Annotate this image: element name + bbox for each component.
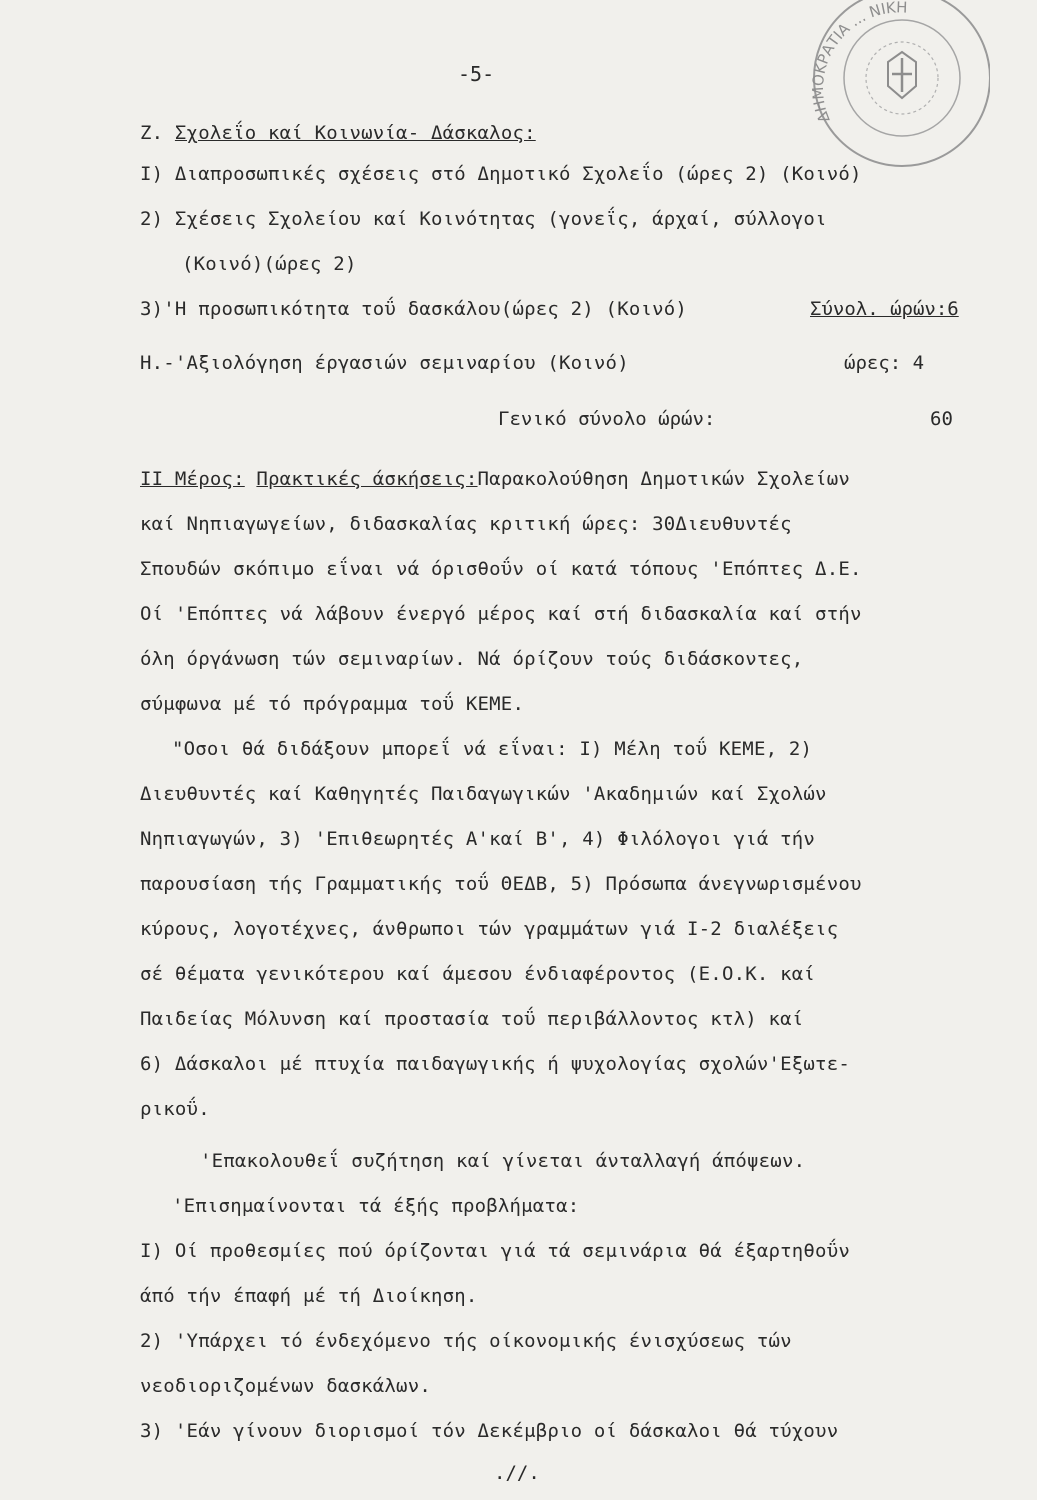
part2-line-6: σύμφωνα μέ τό πρόγραμμα τοΰ ΚΕΜΕ. — [140, 693, 525, 715]
discussion-line-1: 'Επακολουθεΐ συζήτηση καί γίνεται άνταλλαγή άπόψεων. — [200, 1150, 806, 1172]
grand-total-value: 60 — [930, 408, 953, 430]
page-number: -5- — [458, 62, 495, 86]
problem-1b: άπό τήν έπαφή μέ τή Διοίκηση. — [140, 1285, 478, 1307]
svg-text:ΔΗΜΟΚΡΑΤΙΑ ... ΝΙΚΗ — [809, 0, 908, 125]
section-z-item-1: I) Διαπροσωπικές σχέσεις στό Δημοτικό Σχολεΐο (ώρες 2) (Κοινό) — [140, 163, 862, 185]
grand-total-label: Γενικό σύνολο ώρών: — [498, 408, 716, 430]
problem-2b: νεοδιοριζομένων δασκάλων. — [140, 1375, 431, 1397]
part2-heading: Πρακτικές άσκήσεις: — [256, 468, 478, 490]
problem-2a: 2) 'Υπάρχει τό ένδεχόμενο τής οίκονομικής ένισχύσεως τών — [140, 1330, 792, 1352]
continuation-mark: .//. — [494, 1462, 540, 1484]
section-z-item-2a: 2) Σχέσεις Σχολείου καί Κοινότητας (γονεΐς, άρχαί, σύλλογοι — [140, 208, 827, 230]
section-z-title: Σχολεΐο καί Κοινωνία- Δάσκαλος: — [174, 122, 536, 144]
section-z-item-2b: (Κοινό)(ώρες 2) — [182, 253, 357, 275]
section-z-item-3: 3)'Η προσωπικότητα τοΰ δασκάλου(ώρες 2) (Κοινό) — [140, 298, 688, 320]
teachers-line-6: σέ θέματα γενικότερου καί άμεσου ένδιαφέροντος (Ε.Ο.Κ. καί — [140, 963, 816, 985]
section-h-text: Η.-'Αξιολόγηση έργασιών σεμιναρίου (Κοινό) — [140, 352, 629, 374]
discussion-line-2: 'Επισημαίνονται τά έξής προβλήματα: — [172, 1195, 580, 1217]
part2-line-1 — [140, 468, 850, 490]
section-z-heading — [140, 122, 536, 144]
official-seal-stamp — [800, 0, 990, 175]
part2-label: ΙΙ Μέρος: — [140, 468, 245, 490]
part2-line-4: Οί 'Επόπτες νά λάβουν ένεργό μέρος καί στή διδασκαλία καί στήν — [140, 603, 862, 625]
teachers-line-8: 6) Δάσκαλοι μέ πτυχία παιδαγωγικής ή ψυχολογίας σχολών'Εξωτε- — [140, 1053, 850, 1075]
problem-3: 3) 'Εάν γίνουν διορισμοί τόν Δεκέμβριο οί δάσκαλοι θά τύχουν — [140, 1420, 839, 1442]
section-z-label: Z. — [140, 122, 164, 144]
part2-line-3: Σπουδών σκόπιμο εΐναι νά όρισθοΰν οί κατά τόπους 'Επόπτες Δ.Ε. — [140, 558, 862, 580]
problem-1a: Ι) Οί προθεσμίες πού όρίζονται γιά τά σεμινάρια θά έξαρτηθοΰν — [140, 1240, 850, 1262]
part2-line-5: όλη όργάνωση τών σεμιναρίων. Νά όρίζουν τούς διδάσκοντες, — [140, 648, 804, 670]
section-z-subtotal: Σύνολ. ώρών:6 — [810, 298, 959, 320]
part2-line-2: καί Νηπιαγωγείων, διδασκαλίας κριτική ώρες: 30Διευθυντές — [140, 513, 792, 535]
teachers-line-4: παρουσίαση τής Γραμματικής τοΰ ΘΕΔΒ, 5) Πρόσωπα άνεγνωρισμένου — [140, 873, 862, 895]
teachers-line-1: "Οσοι θά διδάξουν μπορεΐ νά εΐναι: Ι) Μέλη τοΰ ΚΕΜΕ, 2) — [172, 738, 813, 760]
teachers-line-3: Νηπιαγωγών, 3) 'Επιθεωρητές Α'καί Β', 4) Φιλόλογοι γιά τήν — [140, 828, 816, 850]
teachers-line-2: Διευθυντές καί Καθηγητές Παιδαγωγικών 'Ακαδημιών καί Σχολών — [140, 783, 827, 805]
seal-text: ΔΗΜΟΚΡΑΤΙΑ ... ΝΙΚΗ — [808, 0, 908, 126]
teachers-line-7: Παιδείας Μόλυνση καί προστασία τοΰ περιβάλλοντος κτλ) καί — [140, 1008, 804, 1030]
teachers-line-9: ρικοΰ. — [140, 1098, 210, 1120]
part2-rest: Παρακολούθηση Δημοτικών Σχολείων — [477, 468, 850, 490]
section-h-hours: ώρες: 4 — [844, 352, 925, 374]
teachers-line-5: κύρους, λογοτέχνες, άνθρωποι τών γραμμάτων γιά Ι-2 διαλέξεις — [140, 918, 839, 940]
